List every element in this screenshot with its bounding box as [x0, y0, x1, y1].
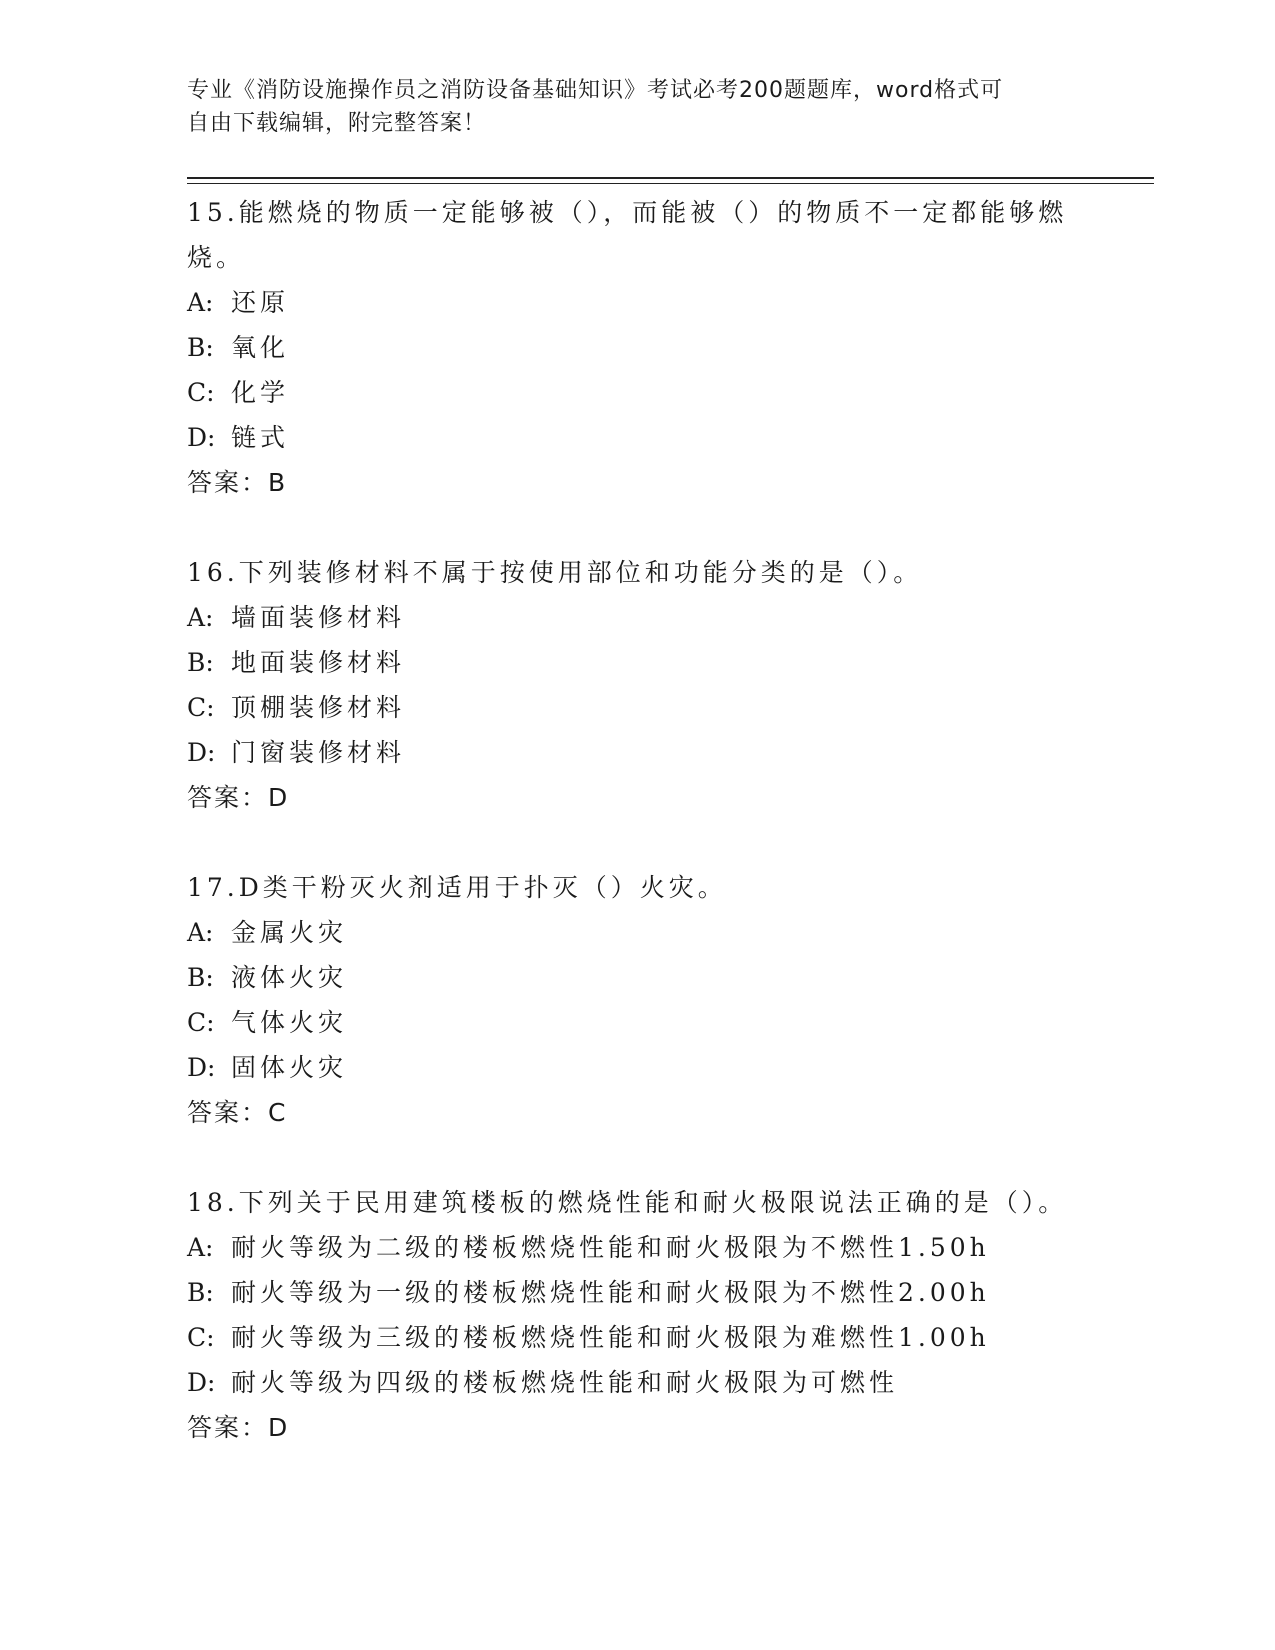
option-text: 墙面装修材料 [231, 603, 406, 632]
option-b [187, 640, 1087, 685]
option-text: 耐火等级为二级的楼板燃烧性能和耐火极限为不燃性1.50h [231, 1233, 990, 1262]
option-key: D: [187, 738, 216, 767]
option-key: D: [187, 1368, 216, 1397]
option-key: A: [187, 1233, 214, 1262]
question-18 [187, 1180, 1087, 1450]
option-c [187, 1000, 1087, 1045]
option-text: 门窗装修材料 [231, 738, 406, 767]
option-key: A: [187, 603, 214, 632]
option-text: 固体火灾 [231, 1053, 348, 1082]
option-text: 链式 [231, 423, 290, 452]
header-divider-thin [187, 183, 1154, 184]
question-stem: 15.能燃烧的物质一定能够被（），而能被（）的物质不一定都能够燃烧。 [187, 198, 1068, 272]
option-key: D: [187, 423, 216, 452]
option-key: A: [187, 918, 214, 947]
question-stem: 17.D类干粉灭火剂适用于扑灭（）火灾。 [187, 873, 727, 902]
option-d [187, 730, 1087, 775]
option-key: C: [187, 378, 215, 407]
option-text: 化学 [231, 378, 290, 407]
document-header [187, 74, 1087, 140]
option-text: 耐火等级为四级的楼板燃烧性能和耐火极限为可燃性 [231, 1368, 899, 1397]
option-text: 金属火灾 [231, 918, 348, 947]
option-c [187, 685, 1087, 730]
spacer [187, 1135, 1087, 1180]
option-key: C: [187, 1008, 215, 1037]
option-a [187, 1225, 1087, 1270]
option-b [187, 1270, 1087, 1315]
question-16 [187, 550, 1087, 820]
option-text: 液体火灾 [231, 963, 348, 992]
option-text: 氧化 [231, 333, 290, 362]
option-key: B: [187, 648, 214, 677]
option-key: B: [187, 1278, 214, 1307]
answer-line: 答案：C [187, 1098, 288, 1127]
option-c [187, 370, 1087, 415]
question-17 [187, 865, 1087, 1135]
header-line-2: 自由下载编辑，附完整答案！ [187, 111, 487, 136]
spacer [187, 505, 1087, 550]
option-key: A: [187, 288, 214, 317]
option-a [187, 910, 1087, 955]
option-key: C: [187, 1323, 215, 1352]
question-stem: 18.下列关于民用建筑楼板的燃烧性能和耐火极限说法正确的是（）。 [187, 1188, 1068, 1217]
answer-line: 答案：D [187, 783, 290, 812]
option-d [187, 1045, 1087, 1090]
header-divider-thick [187, 177, 1154, 179]
answer-line: 答案：B [187, 468, 288, 497]
question-stem: 16.下列装修材料不属于按使用部位和功能分类的是（）。 [187, 558, 923, 587]
option-d [187, 415, 1087, 460]
option-key: D: [187, 1053, 216, 1082]
option-key: B: [187, 963, 214, 992]
option-text: 顶棚装修材料 [231, 693, 406, 722]
option-text: 气体火灾 [231, 1008, 348, 1037]
question-list [187, 190, 1087, 1450]
option-key: B: [187, 333, 214, 362]
option-text: 耐火等级为一级的楼板燃烧性能和耐火极限为不燃性2.00h [231, 1278, 990, 1307]
option-b [187, 955, 1087, 1000]
answer-line: 答案：D [187, 1413, 290, 1442]
option-text: 耐火等级为三级的楼板燃烧性能和耐火极限为难燃性1.00h [231, 1323, 990, 1352]
question-15 [187, 190, 1087, 505]
option-d [187, 1360, 1087, 1405]
option-text: 地面装修材料 [231, 648, 406, 677]
header-line-1: 专业《消防设施操作员之消防设备基础知识》考试必考200题题库，word格式可 [187, 78, 1004, 103]
option-b [187, 325, 1087, 370]
option-c [187, 1315, 1087, 1360]
option-a [187, 280, 1087, 325]
option-text: 还原 [231, 288, 290, 317]
spacer [187, 820, 1087, 865]
option-key: C: [187, 693, 215, 722]
option-a [187, 595, 1087, 640]
